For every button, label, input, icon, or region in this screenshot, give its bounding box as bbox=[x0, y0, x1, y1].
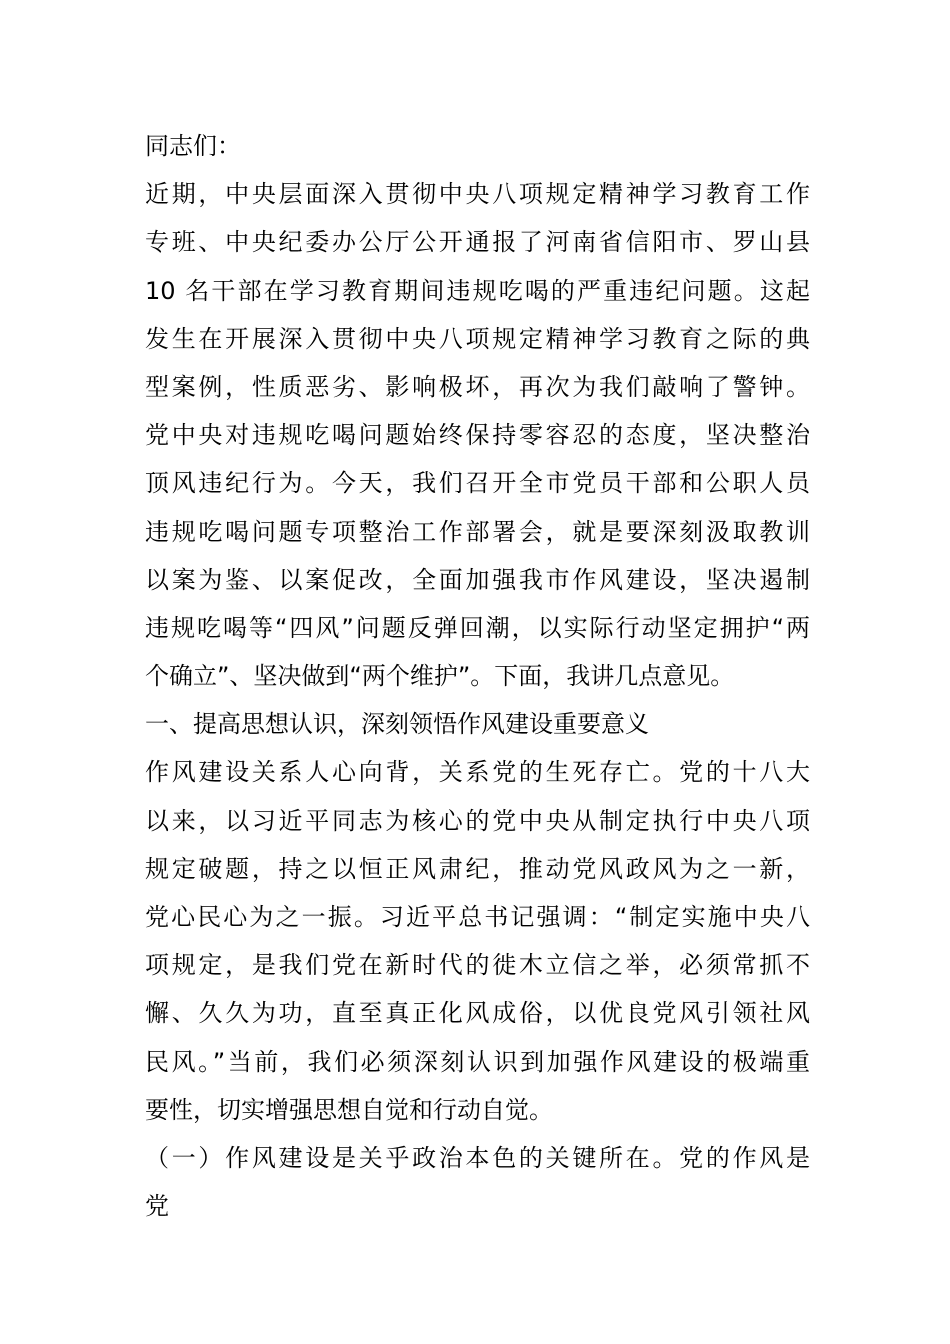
text-line: 党心民心为之一振。习近平总书记强调：“制定实施中央八 bbox=[145, 903, 810, 931]
text-line: 要性，切实增强思想自觉和行动自觉。 bbox=[145, 1095, 553, 1124]
text-line: （一）作风建设是关乎政治本色的关键所在。党的作风是 bbox=[145, 1143, 810, 1172]
text-line: 民风。”当前，我们必须深刻认识到加强作风建设的极端重 bbox=[145, 1047, 810, 1076]
text-line: 型案例，性质恶劣、影响极坏，再次为我们敲响了警钟。 bbox=[145, 372, 810, 401]
text-line: 10 名干部在学习教育期间违规吃喝的严重违纪问题。这起 bbox=[145, 276, 810, 305]
text-line: 个确立”、坚决做到“两个维护”。下面，我讲几点意见。 bbox=[145, 662, 735, 691]
text-line: 一、提高思想认识，深刻领悟作风建设重要意义 bbox=[145, 710, 649, 739]
text-line: 以来，以习近平同志为核心的党中央从制定执行中央八项 bbox=[145, 806, 810, 835]
text-line: 作风建设关系人心向背，关系党的生死存亡。党的十八大 bbox=[145, 758, 810, 787]
text-line: 近期，中央层面深入贯彻中央八项规定精神学习教育工作 bbox=[145, 180, 810, 209]
text-line: 专班、中央纪委办公厅公开通报了河南省信阳市、罗山县 bbox=[145, 228, 810, 257]
text-line: 项规定，是我们党在新时代的徙木立信之举，必须常抓不 bbox=[145, 951, 810, 980]
text-line: 违规吃喝等“四风”问题反弹回潮，以实际行动坚定拥护“两 bbox=[145, 613, 810, 642]
text-line: 同志们： bbox=[145, 132, 241, 160]
document-body bbox=[145, 122, 810, 1230]
text-line: 发生在开展深入贯彻中央八项规定精神学习教育之际的典 bbox=[145, 324, 810, 353]
text-line: 以案为鉴、以案促改，全面加强我市作风建设，坚决遏制 bbox=[145, 565, 810, 594]
text-line: 规定破题，持之以恒正风肃纪，推动党风政风为之一新， bbox=[145, 854, 810, 883]
text-line: 顶风违纪行为。今天，我们召开全市党员干部和公职人员 bbox=[145, 469, 810, 498]
text-line: 违规吃喝问题专项整治工作部署会，就是要深刻汲取教训 bbox=[145, 517, 810, 546]
text-line: 党中央对违规吃喝问题始终保持零容忍的态度，坚决整治 bbox=[145, 421, 810, 450]
text-line: 党 bbox=[145, 1192, 169, 1221]
text-line: 懈、久久为功，直至真正化风成俗，以优良党风引领社风 bbox=[145, 999, 810, 1028]
